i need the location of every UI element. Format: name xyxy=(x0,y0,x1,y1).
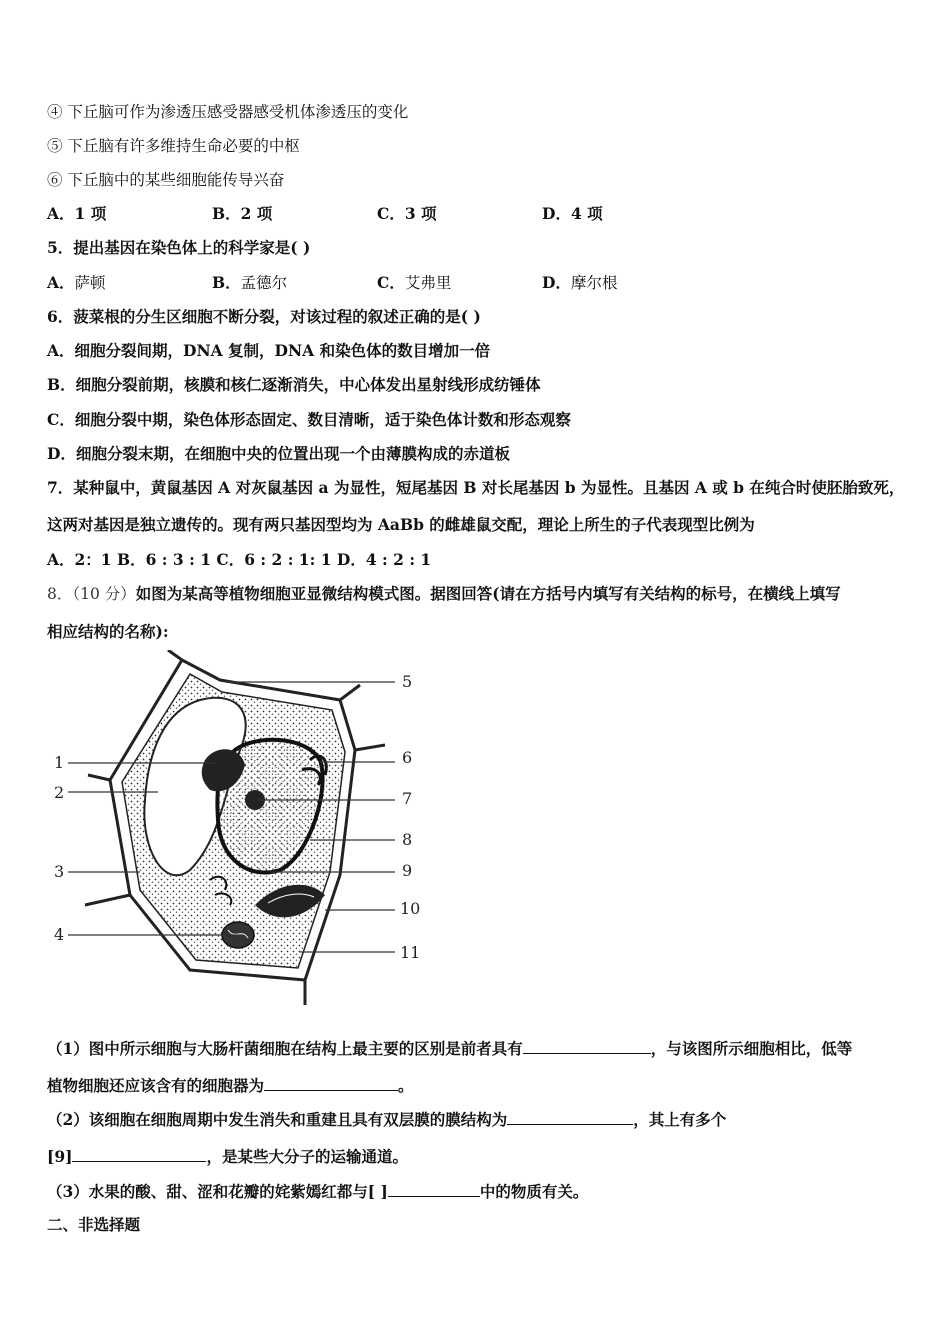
section-heading-nonchoice: 二、非选择题 xyxy=(47,1215,141,1234)
q8-sub3: （3）水果的酸、甜、涩和花瓣的姹紫嫣红都与[ ] 中的物质有关。 xyxy=(47,1182,589,1201)
label-5: 5 xyxy=(402,672,413,691)
answer-blank-4[interactable] xyxy=(72,1146,206,1162)
q6-option-b: B．细胞分裂前期，核膜和核仁逐渐消失，中心体发出星射线形成纺锤体 xyxy=(47,375,541,394)
label-1: 1 xyxy=(54,753,65,772)
label-10: 10 xyxy=(400,899,421,918)
q8-sub2-line1: （2）该细胞在细胞周期中发生消失和重建且具有双层膜的膜结构为 ，其上有多个 xyxy=(47,1110,727,1129)
label-6: 6 xyxy=(402,748,413,767)
plant-cell-diagram xyxy=(40,650,440,1010)
q4-option-a: A．1 项 xyxy=(47,204,107,223)
q5-option-a: A．萨顿 xyxy=(47,273,106,292)
q5-option-d: D．摩尔根 xyxy=(542,273,618,292)
answer-blank-2[interactable] xyxy=(264,1075,398,1091)
q8-sub1-line2: 植物细胞还应该含有的细胞器为 。 xyxy=(47,1076,414,1095)
q6-stem: 6．菠菜根的分生区细胞不断分裂，对该过程的叙述正确的是( ) xyxy=(47,307,481,326)
label-11: 11 xyxy=(400,943,421,962)
label-7: 7 xyxy=(402,789,413,808)
statement-4: ④ 下丘脑可作为渗透压感受器感受机体渗透压的变化 xyxy=(47,103,409,121)
label-2: 2 xyxy=(54,783,65,802)
q4-option-b: B．2 项 xyxy=(212,204,273,223)
q7-stem-line2: 这两对基因是独立遗传的。现有两只基因型均为 AaBb 的雌雄鼠交配，理论上所生的子代表现型比例为 xyxy=(47,515,755,534)
q7-stem-line1: 7．某种鼠中，黄鼠基因 A 对灰鼠基因 a 为显性，短尾基因 B 对长尾基因 b 为显性。且基因 A 或 b 在纯合时使胚胎致死， xyxy=(47,478,905,497)
q6-option-c: C．细胞分裂中期，染色体形态固定、数目清晰，适于染色体计数和形态观察 xyxy=(47,410,571,429)
q6-option-d: D．细胞分裂末期，在细胞中央的位置出现一个由薄膜构成的赤道板 xyxy=(47,444,510,463)
q5-stem: 5．提出基因在染色体上的科学家是( ) xyxy=(47,238,311,257)
label-4: 4 xyxy=(54,925,65,944)
q4-option-d: D．4 项 xyxy=(542,204,603,223)
q8-stem-line1: 8．（10 分）如图为某高等植物细胞亚显微结构模式图。据图回答(请在方括号内填写有关结构的标号，在横线上填写 xyxy=(47,584,841,603)
label-8: 8 xyxy=(402,830,413,849)
q8-stem-line2: 相应结构的名称): xyxy=(47,622,169,641)
q8-sub2-line2: [9] ，是某些大分子的运输通道。 xyxy=(47,1147,408,1166)
q7-options: A．2：1 B．6 : 3 : 1 C．6 : 2 : 1: 1 D．4 : 2 : 1 xyxy=(47,550,432,569)
answer-blank-3[interactable] xyxy=(507,1109,633,1125)
q4-option-c: C．3 项 xyxy=(377,204,437,223)
answer-blank-5[interactable] xyxy=(388,1181,480,1197)
q8-sub1-line1: （1）图中所示细胞与大肠杆菌细胞在结构上最主要的区别是前者具有 ，与该图所示细胞相比，低等 xyxy=(47,1039,853,1058)
label-9: 9 xyxy=(402,861,413,880)
statement-6: ⑥ 下丘脑中的某些细胞能传导兴奋 xyxy=(47,171,285,189)
q5-option-c: C．艾弗里 xyxy=(377,273,452,292)
q5-option-b: B．孟德尔 xyxy=(212,273,288,292)
q6-option-a: A．细胞分裂间期，DNA 复制，DNA 和染色体的数目增加一倍 xyxy=(47,341,491,360)
answer-blank-1[interactable] xyxy=(523,1038,651,1054)
statement-5: ⑤ 下丘脑有许多维持生命必要的中枢 xyxy=(47,137,300,155)
label-3: 3 xyxy=(54,862,65,881)
